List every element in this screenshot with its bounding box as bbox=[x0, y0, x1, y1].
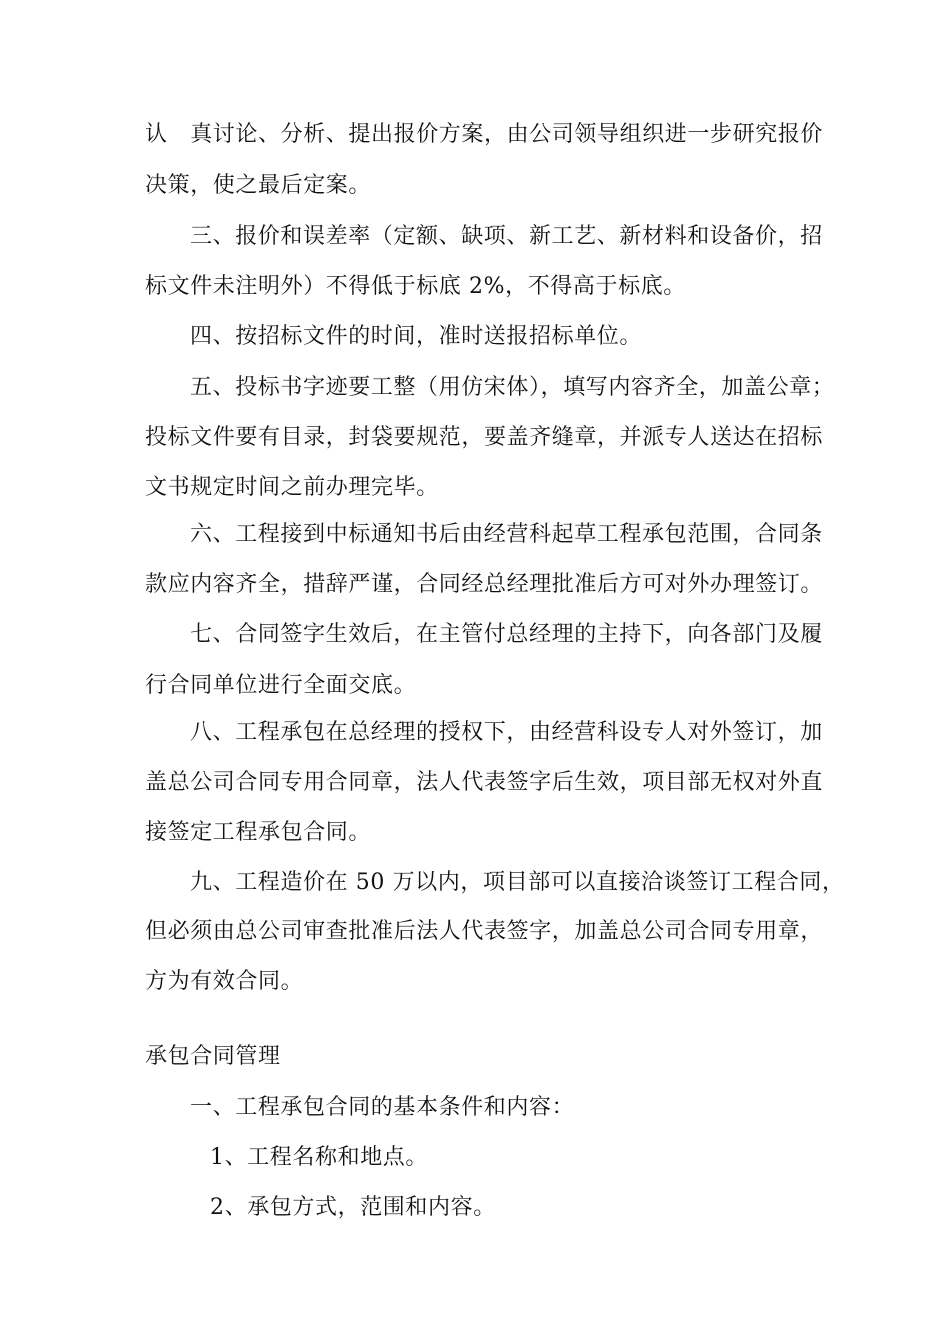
text-line: 七、合同签字生效后，在主管付总经理的主持下，向各部门及履 bbox=[190, 622, 823, 647]
list-item: 1、工程名称和地点。 bbox=[210, 1145, 428, 1170]
text-line: 标文件未注明外）不得低于标底 2%，不得高于标底。 bbox=[145, 274, 686, 299]
list-item: 2、承包方式，范围和内容。 bbox=[210, 1195, 496, 1220]
text-line: 文书规定时间之前办理完毕。 bbox=[145, 475, 439, 500]
text-line: 八、工程承包在总经理的授权下，由经营科设专人对外签订，加 bbox=[190, 720, 823, 745]
section-heading: 承包合同管理 bbox=[145, 1044, 281, 1069]
text-line: 但必须由总公司审查批准后法人代表签字，加盖总公司合同专用章， bbox=[145, 919, 824, 944]
text-line: 四、按招标文件的时间，准时送报招标单位。 bbox=[190, 324, 643, 349]
text-line: 行合同单位进行全面交底。 bbox=[145, 673, 417, 698]
text-line: 六、工程接到中标通知书后由经营科起草工程承包范围，合同条 bbox=[190, 522, 823, 547]
text-line: 一、工程承包合同的基本条件和内容： bbox=[190, 1095, 575, 1120]
text-line: 决策，使之最后定案。 bbox=[145, 173, 372, 198]
text-line: 三、报价和误差率（定额、缺项、新工艺、新材料和设备价，招 bbox=[190, 224, 823, 249]
text-line: 款应内容齐全，措辞严谨，合同经总经理批准后方可对外办理签订。 bbox=[145, 572, 824, 597]
text-line: 认 真讨论、分析、提出报价方案，由公司领导组织进一步研究报价 bbox=[145, 122, 824, 147]
text-line: 五、投标书字迹要工整（用仿宋体），填写内容齐全，加盖公章； bbox=[190, 375, 835, 400]
text-line: 接签定工程承包合同。 bbox=[145, 820, 372, 845]
text-line: 方为有效合同。 bbox=[145, 969, 304, 994]
text-line: 投标文件要有目录，封袋要规范，要盖齐缝章，并派专人送达在招标 bbox=[145, 425, 824, 450]
text-line: 九、工程造价在 50 万以内，项目部可以直接洽谈签订工程合同， bbox=[190, 870, 845, 895]
text-line: 盖总公司合同专用合同章，法人代表签字后生效，项目部无权对外直 bbox=[145, 770, 824, 795]
